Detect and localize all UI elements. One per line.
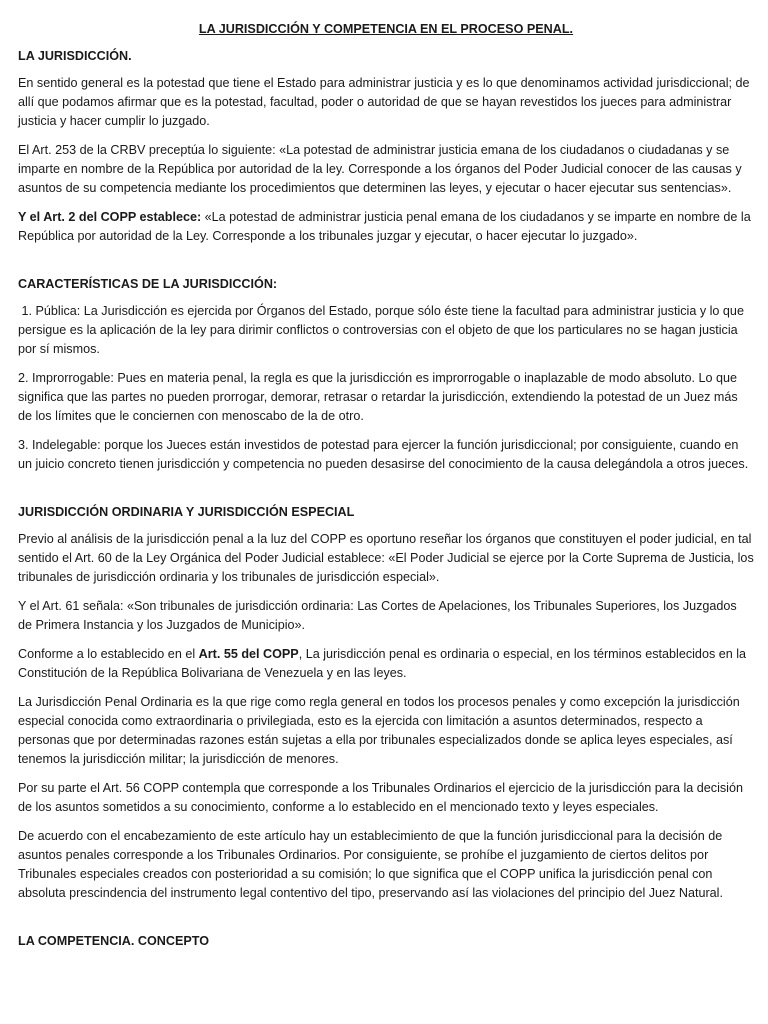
paragraph: Por su parte el Art. 56 COPP contempla que corresponde a los Tribunales Ordinarios el ejercicio de la jurisdicción para la decisión de los asuntos sometidos a su conocimiento, conforme a lo establecido en el mencionado texto y leyes especiales. [18,781,743,814]
paragraph: Previo al análisis de la jurisdicción penal a la luz del COPP es oportuno reseñar los órganos que constituyen el poder judicial, en tal sentido el Art. 60 de la Ley Orgánica del Poder Judicial establece: «El Poder Judicial se ejerce por la Corte Suprema de Justicia, los tribunales de jurisdicción ordinaria y los tribunales de jurisdicción especial». [18,532,754,584]
bold-text: Y el Art. 2 del COPP establece: [18,210,202,224]
document-title: LA JURISDICCIÓN Y COMPETENCIA EN EL PROCESO PENAL. [198,22,574,36]
paragraph: En sentido general es la potestad que tiene el Estado para administrar justicia y es lo que denominamos actividad jurisdiccional; de allí que podamos afirmar que es la potestad, facultad, poder o autoridad de que se hayan revestidos los jueces para administrar justicia y hacer cumplir lo juzgado. [18,76,750,128]
bold-text: Art. 55 del COPP [198,647,299,661]
paragraph-text: , La jurisdicción penal es ordinaria o especial, en los términos establecidos en la Constitución de la República Bolivariana de Venezuela y en las leyes. [18,647,747,680]
paragraph: 2. Improrrogable: Pues en materia penal, la regla es que la jurisdicción es improrrogable o inaplazable de modo absoluto. Lo que significa que las partes no pueden prorrogar, demorar, retrasar o retardar la jurisdicción, extendiendo la potestad de un Juez más de los límites que le conciernen con menoscabo de la de otro. [18,371,738,423]
paragraph: Y el Art. 61 señala: «Son tribunales de jurisdicción ordinaria: Las Cortes de Apelaciones, los Tribunales Superiores, los Juzgados de Primera Instancia y los Juzgados de Municipio». [18,599,737,632]
spacer [18,913,754,932]
section-heading-jurisdiccion: LA JURISDICCIÓN. [18,49,132,63]
paragraph: 1. Pública: La Jurisdicción es ejercida por Órganos del Estado, porque sólo éste tiene la facultad para administrar justicia y lo que persigue es la aplicación de la ley para dirimir conflictos o controversias con el objeto de que los particulares no se hagan justicia por sí mismos. [18,304,748,356]
paragraph: La Jurisdicción Penal Ordinaria es la que rige como regla general en todos los procesos penales y como excepción la jurisdicción especial conocida como extraordinaria o privilegiada, esto es la ejercida con limitación a asuntos determinados, respecto a personas que por determinadas razones están sujetas a ella por tribunales especializados donde se aplica leyes especiales, así tenemos la jurisdicción militar; la jurisdicción de menores. [18,695,740,766]
spacer [18,256,754,275]
paragraph-text: Conforme a lo establecido en el [18,647,199,661]
paragraph-text: «La potestad de administrar justicia penal emana de los ciudadanos y se imparte en nombre de la República por autoridad de la Ley. Corresponde a los tribunales juzgar y ejecutar, o hacer ejecutar lo juzgado». [18,210,751,243]
paragraph: 3. Indelegable: porque los Jueces están investidos de potestad para ejercer la función jurisdiccional; por consiguiente, cuando en un juicio concreto tienen jurisdicción y competencia no pueden desasirse del conocimiento de la causa delegándola a otros jueces. [18,438,749,471]
document-page [18,20,754,959]
paragraph: El Art. 253 de la CRBV preceptúa lo siguiente: «La potestad de administrar justicia emana de los ciudadanos o ciudadanas y se imparte en nombre de la República por autoridad de la ley. Corresponde a los órganos del Poder Judicial conocer de las causas y asuntos de su competencia mediante los procedimientos que determinen las leyes, y ejecutar o hacer ejecutar sus sentencias». [18,143,742,195]
paragraph: De acuerdo con el encabezamiento de este artículo hay un establecimiento de que la función jurisdiccional para la decisión de asuntos penales corresponde a los Tribunales Ordinarios. Por consiguiente, se prohíbe el juzgamiento de ciertos delitos por Tribunales especiales creados con posterioridad a su comisión; lo que significa que el COPP unifica la jurisdicción penal con absoluta prescindencia del instrumento legal contentivo del tipo, preservando así las violaciones del principio del Juez Natural. [18,829,723,900]
paragraph [18,645,754,683]
paragraph [18,208,754,246]
spacer [18,484,754,503]
section-heading-competencia: LA COMPETENCIA. CONCEPTO [18,934,210,948]
section-heading-caracteristicas: CARACTERÍSTICAS DE LA JURISDICCIÓN: [18,277,278,291]
section-heading-ordinaria-especial: JURISDICCIÓN ORDINARIA Y JURISDICCIÓN ESPECIAL [18,505,355,519]
